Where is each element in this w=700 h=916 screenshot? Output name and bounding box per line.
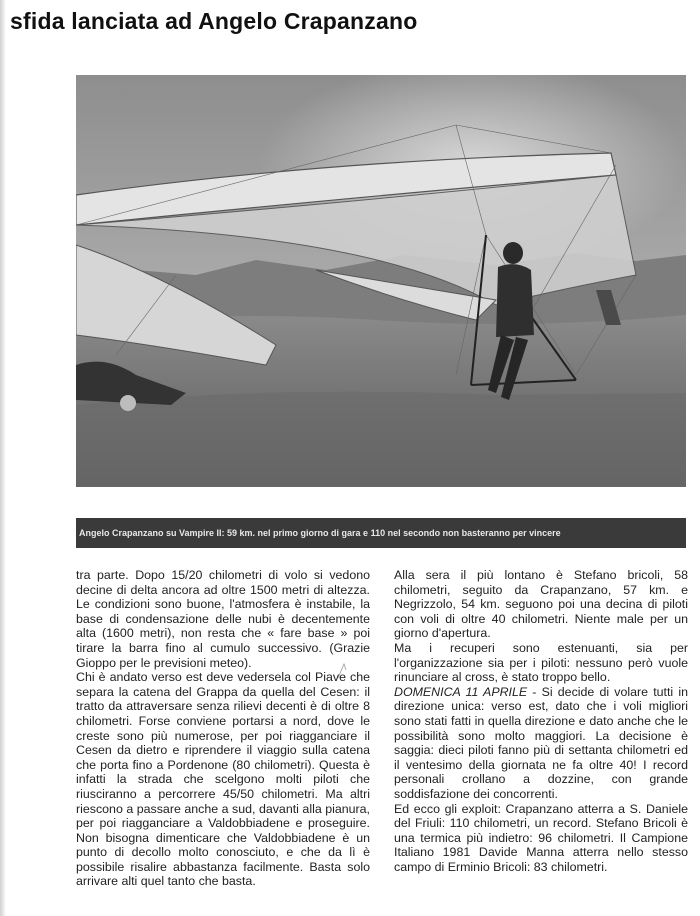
- paragraph: tra parte. Dopo 15/20 chilometri di volo si vedono decine di delta ancora ad oltre 1500 metri di altezza. Le condizioni sono buone, l'atmosfera è instabile, la base di condensazione delle nubi è decentemente alta (1600 metri), non resta che « fare base » poi tirare la barra fino al cumulo successivo. (Grazie Gioppo per le previsioni meteo).: [76, 568, 370, 670]
- dateline: DOMENICA 11 APRILE: [394, 684, 528, 699]
- article-column-left: [76, 568, 370, 889]
- paragraph: Ma i recuperi sono estenuanti, sia per l'organizzazione sia per i piloti: nessuno però vuole rinunciare al cross, è stato troppo bello.: [394, 640, 688, 685]
- paragraph: Alla sera il più lontano è Stefano bricoli, 58 chilometri, seguito da Crapanzano, 57 km. e Negrizzolo, 54 km. seguono poi una decina di piloti con voli di oltre 40 chilometri. Niente male per un giorno d'apertura.: [394, 568, 688, 641]
- ground-shadow: [76, 392, 686, 487]
- photo-caption: Angelo Crapanzano su Vampire II: 59 km. nel primo giorno di gara e 110 nel secondo non basteranno per vincere: [79, 528, 561, 538]
- paragraph: [394, 685, 688, 802]
- paragraph: Chi è andato verso est deve vedersela col Piave che separa la catena del Grappa da quella del Cesen: il tratto da attraversare senza rilievi decenti è di oltre 8 chilometri. Forse conviene portarsi a nord, dove le creste sono più numerose, per poi riagganciare il Cesen da dietro e riprendere il viaggio sulla catena che porta fino a Pordenone (80 chilometri). Questa è infatti la strada che scelgono molti piloti che riusciranno a percorrere 45/50 chilometri. Ma altri riescono a passare anche a sud, davanti alla pianura, per poi riagganciare a Valdobbiadene e proseguire. Non bisogna dimenticare che Valdobbiadene è un punto di decollo molto conosciuto, e che da lì è possibile risalire abbastanza facilmente. Basta solo arrivare alti quel tanto che basta.: [76, 670, 370, 889]
- article-column-right: [394, 568, 688, 874]
- paragraph: Ed ecco gli exploit: Crapanzano atterra a S. Daniele del Friuli: 110 chilometri, un record. Stefano Bricoli è una termica più indietro: 96 chilometri. Il Campione Italiano 1981 Davide Manna atterra nello stesso campo di Erminio Bricoli: 83 chilometri.: [394, 801, 688, 874]
- hang-glider-photo: [76, 75, 686, 487]
- article-headline: [10, 6, 437, 36]
- headline-text: sfida lanciata ad Angelo Crapanzano: [10, 8, 418, 34]
- paragraph-body: - Si decide di volare tutti in direzione unica: verso est, dato che i voli migliori sono stati fatti in quella direzione e dato anche che le possibilità sono molto maggiori. La decisione è saggia: dieci piloti fanno più di settanta chilometri ed il ventesimo della giornata ne fa oltre 40! I record personali crollano a dozzine, con grande soddisfazione dei concorrenti.: [394, 684, 688, 801]
- photo-caption-bar: [76, 518, 686, 548]
- page-edge-shadow: [0, 0, 6, 916]
- photo-illustration: [76, 75, 686, 487]
- pencil-mark: [336, 660, 348, 680]
